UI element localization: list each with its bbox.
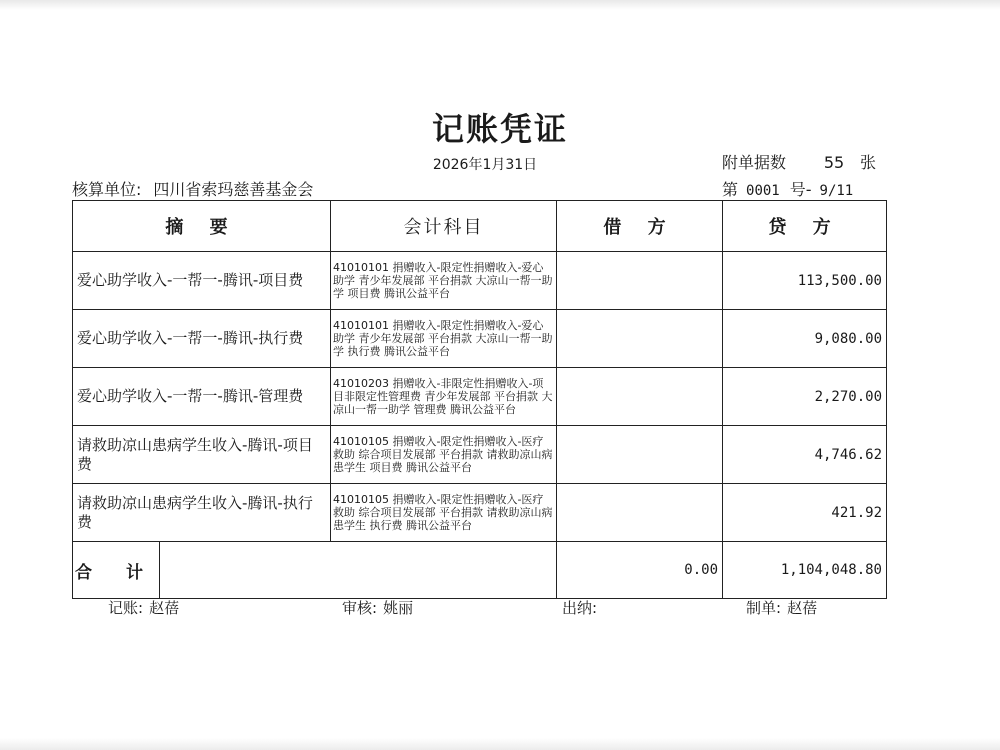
accounting-unit-label: 核算单位: <box>72 180 142 199</box>
entry-subject: 41010101 捐赠收入-限定性捐赠收入-爱心助学 青少年发展部 平台捐款 大凉山一帮一助学 执行费 腾讯公益平台 <box>331 310 557 368</box>
voucher-number-value: 0001 <box>746 183 780 199</box>
entry-summary: 爱心助学收入-一帮一-腾讯-项目费 <box>73 252 331 310</box>
total-credit: 1,104,048.80 <box>723 542 887 599</box>
voucher-title: 记账凭证 <box>431 110 568 148</box>
bookkeeper-name: 赵蓓 <box>149 599 180 617</box>
entry-subject: 41010101 捐赠收入-限定性捐赠收入-爱心助学 青少年发展部 平台捐款 大凉山一帮一助学 项目费 腾讯公益平台 <box>331 252 557 310</box>
total-row <box>73 542 887 599</box>
total-label-cell <box>73 542 557 599</box>
voucher-page: 9/11 <box>819 183 854 199</box>
total-debit: 0.00 <box>557 542 723 599</box>
entry-summary: 请救助凉山患病学生收入-腾讯-执行费 <box>73 484 331 542</box>
page-edge-bottom <box>0 738 1000 750</box>
preparer-signature <box>746 597 817 618</box>
header-summary: 摘 要 <box>73 201 331 252</box>
reviewer-label: 审核: <box>342 599 378 617</box>
entry-credit: 113,500.00 <box>723 252 887 310</box>
reviewer-name: 姚丽 <box>383 599 414 617</box>
entry-credit: 421.92 <box>723 484 887 542</box>
entry-credit: 4,746.62 <box>723 426 887 484</box>
accounting-unit-value: 四川省索玛慈善基金会 <box>153 180 314 199</box>
preparer-name: 赵蓓 <box>787 599 818 617</box>
entry-credit: 2,270.00 <box>723 368 887 426</box>
cashier-signature <box>562 597 603 618</box>
cashier-label: 出纳: <box>562 599 598 617</box>
reviewer-signature <box>342 597 413 618</box>
entry-summary: 爱心助学收入-一帮一-腾讯-执行费 <box>73 310 331 368</box>
entry-summary: 爱心助学收入-一帮一-腾讯-管理费 <box>73 368 331 426</box>
table-row <box>73 426 887 484</box>
attachment-label: 附单据数 <box>722 153 787 172</box>
header-subject: 会计科目 <box>331 201 557 252</box>
table-row <box>73 252 887 310</box>
attachment-unit: 张 <box>860 153 877 172</box>
table-row <box>73 368 887 426</box>
entry-subject: 41010105 捐赠收入-限定性捐赠收入-医疗救助 综合项目发展部 平台捐款 请救助凉山病患学生 项目费 腾讯公益平台 <box>331 426 557 484</box>
table-header-row <box>73 201 887 252</box>
entry-subject: 41010105 捐赠收入-限定性捐赠收入-医疗救助 综合项目发展部 平台捐款 请救助凉山病患学生 执行费 腾讯公益平台 <box>331 484 557 542</box>
entry-credit: 9,080.00 <box>723 310 887 368</box>
voucher-suffix: 号- <box>789 180 812 199</box>
entry-debit <box>557 252 723 310</box>
attachment-count <box>722 150 876 173</box>
entry-debit <box>557 310 723 368</box>
attachment-value: 55 <box>823 153 845 172</box>
total-blank <box>160 542 556 598</box>
preparer-label: 制单: <box>746 599 782 617</box>
accounting-unit <box>72 177 313 200</box>
header-credit: 贷 方 <box>723 201 887 252</box>
voucher-number <box>722 177 853 200</box>
voucher-date: 2026年1月31日 <box>432 157 538 173</box>
header-debit: 借 方 <box>557 201 723 252</box>
entry-debit <box>557 368 723 426</box>
voucher-prefix: 第 <box>722 180 739 199</box>
table-row <box>73 310 887 368</box>
table-row <box>73 484 887 542</box>
total-label: 合 计 <box>73 542 160 598</box>
bookkeeper-signature <box>108 597 179 618</box>
page-edge-top <box>0 0 1000 10</box>
entry-debit <box>557 484 723 542</box>
voucher-table <box>72 200 887 599</box>
entry-subject: 41010203 捐赠收入-非限定性捐赠收入-项目非限定性管理费 青少年发展部 平台捐款 大凉山一帮一助学 管理费 腾讯公益平台 <box>331 368 557 426</box>
entry-summary: 请救助凉山患病学生收入-腾讯-项目费 <box>73 426 331 484</box>
entry-debit <box>557 426 723 484</box>
bookkeeper-label: 记账: <box>108 599 144 617</box>
